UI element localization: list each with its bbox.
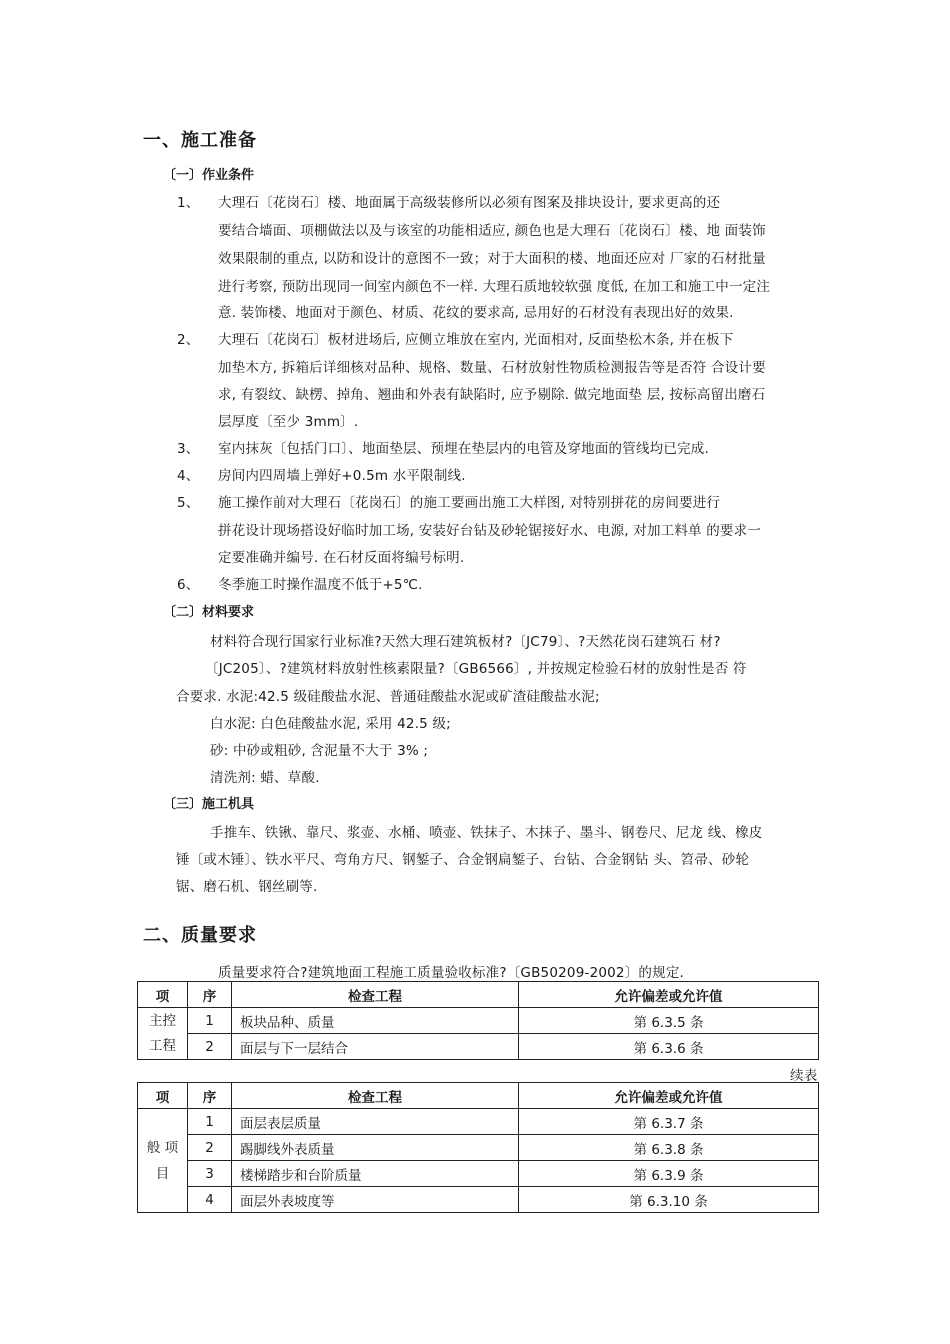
item1-first: 大理石〔花岗石〕楼、地面属于高级装修所以必须有图案及排块设计, 要求更高的还 bbox=[218, 195, 721, 211]
table-row bbox=[138, 1034, 819, 1060]
tools-line: 手推车、铁锹、靠尺、浆壶、水桶、喷壶、铁抹子、木抹子、墨斗、钢卷尺、尼龙 线、橡皮 bbox=[210, 825, 763, 841]
sub1-title: 〔一〕作业条件 bbox=[163, 168, 255, 183]
sub3-title: 〔三〕施工机具 bbox=[163, 797, 255, 812]
table-row bbox=[138, 1109, 819, 1135]
item6-first: 冬季施工时操作温度不低于+5℃. bbox=[218, 577, 423, 593]
group-label-line: 目 bbox=[155, 1165, 170, 1182]
tools-line: 锤〔或木锤〕、铁水平尺、弯角方尺、钢錾子、合金钢扁錾子、台钻、合金钢钻 头、笤帚、砂轮 bbox=[176, 852, 750, 868]
section1-title: 一、施工准备 bbox=[143, 130, 257, 151]
row-value: 第 6.3.7 条 bbox=[519, 1109, 819, 1135]
row-seq: 2 bbox=[188, 1034, 232, 1060]
row-item: 楼梯踏步和台阶质量 bbox=[232, 1161, 519, 1187]
group-label-line: 工程 bbox=[149, 1037, 176, 1054]
row-seq: 1 bbox=[188, 1109, 232, 1135]
item3-num: 3、 bbox=[177, 441, 200, 457]
header-allowance: 允许偏差或允许值 bbox=[519, 982, 819, 1008]
item1-line: 意. 装饰楼、地面对于颜色、材质、花纹的要求高, 忌用好的石材没有表现出好的效果. bbox=[218, 305, 734, 321]
table-row bbox=[138, 1187, 819, 1213]
item1-line: 进行考察, 预防出现同一间室内颜色不一样. 大理石质地较软强 度低, 在加工和施工中一定注 bbox=[218, 279, 771, 295]
row-value: 第 6.3.10 条 bbox=[519, 1187, 819, 1213]
item1-num: 1、 bbox=[177, 195, 200, 211]
item2-line: 加垫木方, 拆箱后详细核对品种、规格、数量、石材放射性物质检测报告等是否符 合设计要 bbox=[218, 360, 766, 376]
row-item: 板块品种、质量 bbox=[232, 1008, 519, 1034]
item2-first: 大理石〔花岗石〕板材进场后, 应侧立堆放在室内, 光面相对, 反面垫松木条, 并在板下 bbox=[218, 332, 734, 348]
table-header-row bbox=[138, 982, 819, 1008]
header-check: 检查工程 bbox=[232, 1083, 519, 1109]
group-label-line: 般 项 bbox=[146, 1139, 179, 1156]
group-label bbox=[138, 1008, 188, 1060]
group-label bbox=[138, 1109, 188, 1213]
table-header-row bbox=[138, 1083, 819, 1109]
row-seq: 3 bbox=[188, 1161, 232, 1187]
row-item: 面层表层质量 bbox=[232, 1109, 519, 1135]
item2-line: 求, 有裂纹、缺楞、掉角、翘曲和外表有缺陷时, 应予剔除. 做完地面垫 层, 按标高留出磨石 bbox=[218, 387, 766, 403]
row-item: 面层与下一层结合 bbox=[232, 1034, 519, 1060]
item5-num: 5、 bbox=[177, 495, 200, 511]
row-value: 第 6.3.5 条 bbox=[519, 1008, 819, 1034]
item6-num: 6、 bbox=[177, 577, 200, 593]
item4-num: 4、 bbox=[177, 468, 200, 484]
header-seq: 序 bbox=[188, 982, 232, 1008]
row-seq: 1 bbox=[188, 1008, 232, 1034]
group-label-line: 主控 bbox=[149, 1012, 176, 1029]
row-value: 第 6.3.8 条 bbox=[519, 1135, 819, 1161]
sub2-title: 〔二〕材料要求 bbox=[163, 605, 255, 620]
item4-first: 房间内四周墙上弹好+0.5m 水平限制线. bbox=[218, 468, 466, 484]
quality-table-general bbox=[137, 1082, 819, 1213]
materials-line: 白水泥: 白色硅酸盐水泥, 采用 42.5 级; bbox=[210, 716, 451, 732]
item2-line: 层厚度〔至少 3mm〕. bbox=[218, 414, 359, 430]
tools-line: 锯、磨石机、钢丝刷等. bbox=[176, 879, 318, 895]
quality-intro: 质量要求符合?建筑地面工程施工质量验收标准?〔GB50209-2002〕的规定. bbox=[218, 965, 685, 981]
header-item: 项 bbox=[138, 1083, 188, 1109]
item1-line: 要结合墙面、项棚做法以及与该室的功能相适应, 颜色也是大理石〔花岗石〕楼、地 面装饰 bbox=[218, 223, 766, 239]
item1-line: 效果限制的重点, 以防和设计的意图不一致；对于大面积的楼、地面还应对 厂家的石材批量 bbox=[218, 251, 766, 267]
item2-num: 2、 bbox=[177, 332, 200, 348]
row-seq: 2 bbox=[188, 1135, 232, 1161]
header-check: 检查工程 bbox=[232, 982, 519, 1008]
header-allowance: 允许偏差或允许值 bbox=[519, 1083, 819, 1109]
materials-line: 清洗剂: 蜡、草酸. bbox=[210, 770, 320, 786]
table-row bbox=[138, 1161, 819, 1187]
quality-table-main bbox=[137, 981, 819, 1060]
continued-label: 续表 bbox=[790, 1068, 818, 1084]
materials-line: 〔JC205〕、?建筑材料放射性核素限量?〔GB6566〕, 并按规定检验石材的放射性是否 符 bbox=[205, 661, 747, 677]
row-value: 第 6.3.6 条 bbox=[519, 1034, 819, 1060]
header-item: 项 bbox=[138, 982, 188, 1008]
materials-line: 合要求. 水泥:42.5 级硅酸盐水泥、普通硅酸盐水泥或矿渣硅酸盐水泥; bbox=[176, 689, 600, 705]
row-item: 踢脚线外表质量 bbox=[232, 1135, 519, 1161]
item5-first: 施工操作前对大理石〔花岗石〕的施工要画出施工大样图, 对特别拼花的房间要进行 bbox=[218, 495, 721, 511]
row-item: 面层外表坡度等 bbox=[232, 1187, 519, 1213]
materials-line: 砂: 中砂或粗砂, 含泥量不大于 3% ; bbox=[210, 743, 429, 759]
materials-line: 材料符合现行国家行业标准?天然大理石建筑板材?〔JC79〕、?天然花岗石建筑石 材? bbox=[210, 634, 721, 650]
row-value: 第 6.3.9 条 bbox=[519, 1161, 819, 1187]
table-row bbox=[138, 1135, 819, 1161]
section2-title: 二、质量要求 bbox=[143, 925, 257, 946]
item3-first: 室内抹灰〔包括门口〕、地面垫层、预埋在垫层内的电管及穿地面的管线均已完成. bbox=[218, 441, 709, 457]
item5-line: 定要准确并编号. 在石材反面将编号标明. bbox=[218, 550, 465, 566]
item5-line: 拼花设计现场搭设好临时加工场, 安装好台钻及砂轮锯接好水、电源, 对加工料单 的要求一 bbox=[218, 523, 762, 539]
row-seq: 4 bbox=[188, 1187, 232, 1213]
header-seq: 序 bbox=[188, 1083, 232, 1109]
table-row bbox=[138, 1008, 819, 1034]
